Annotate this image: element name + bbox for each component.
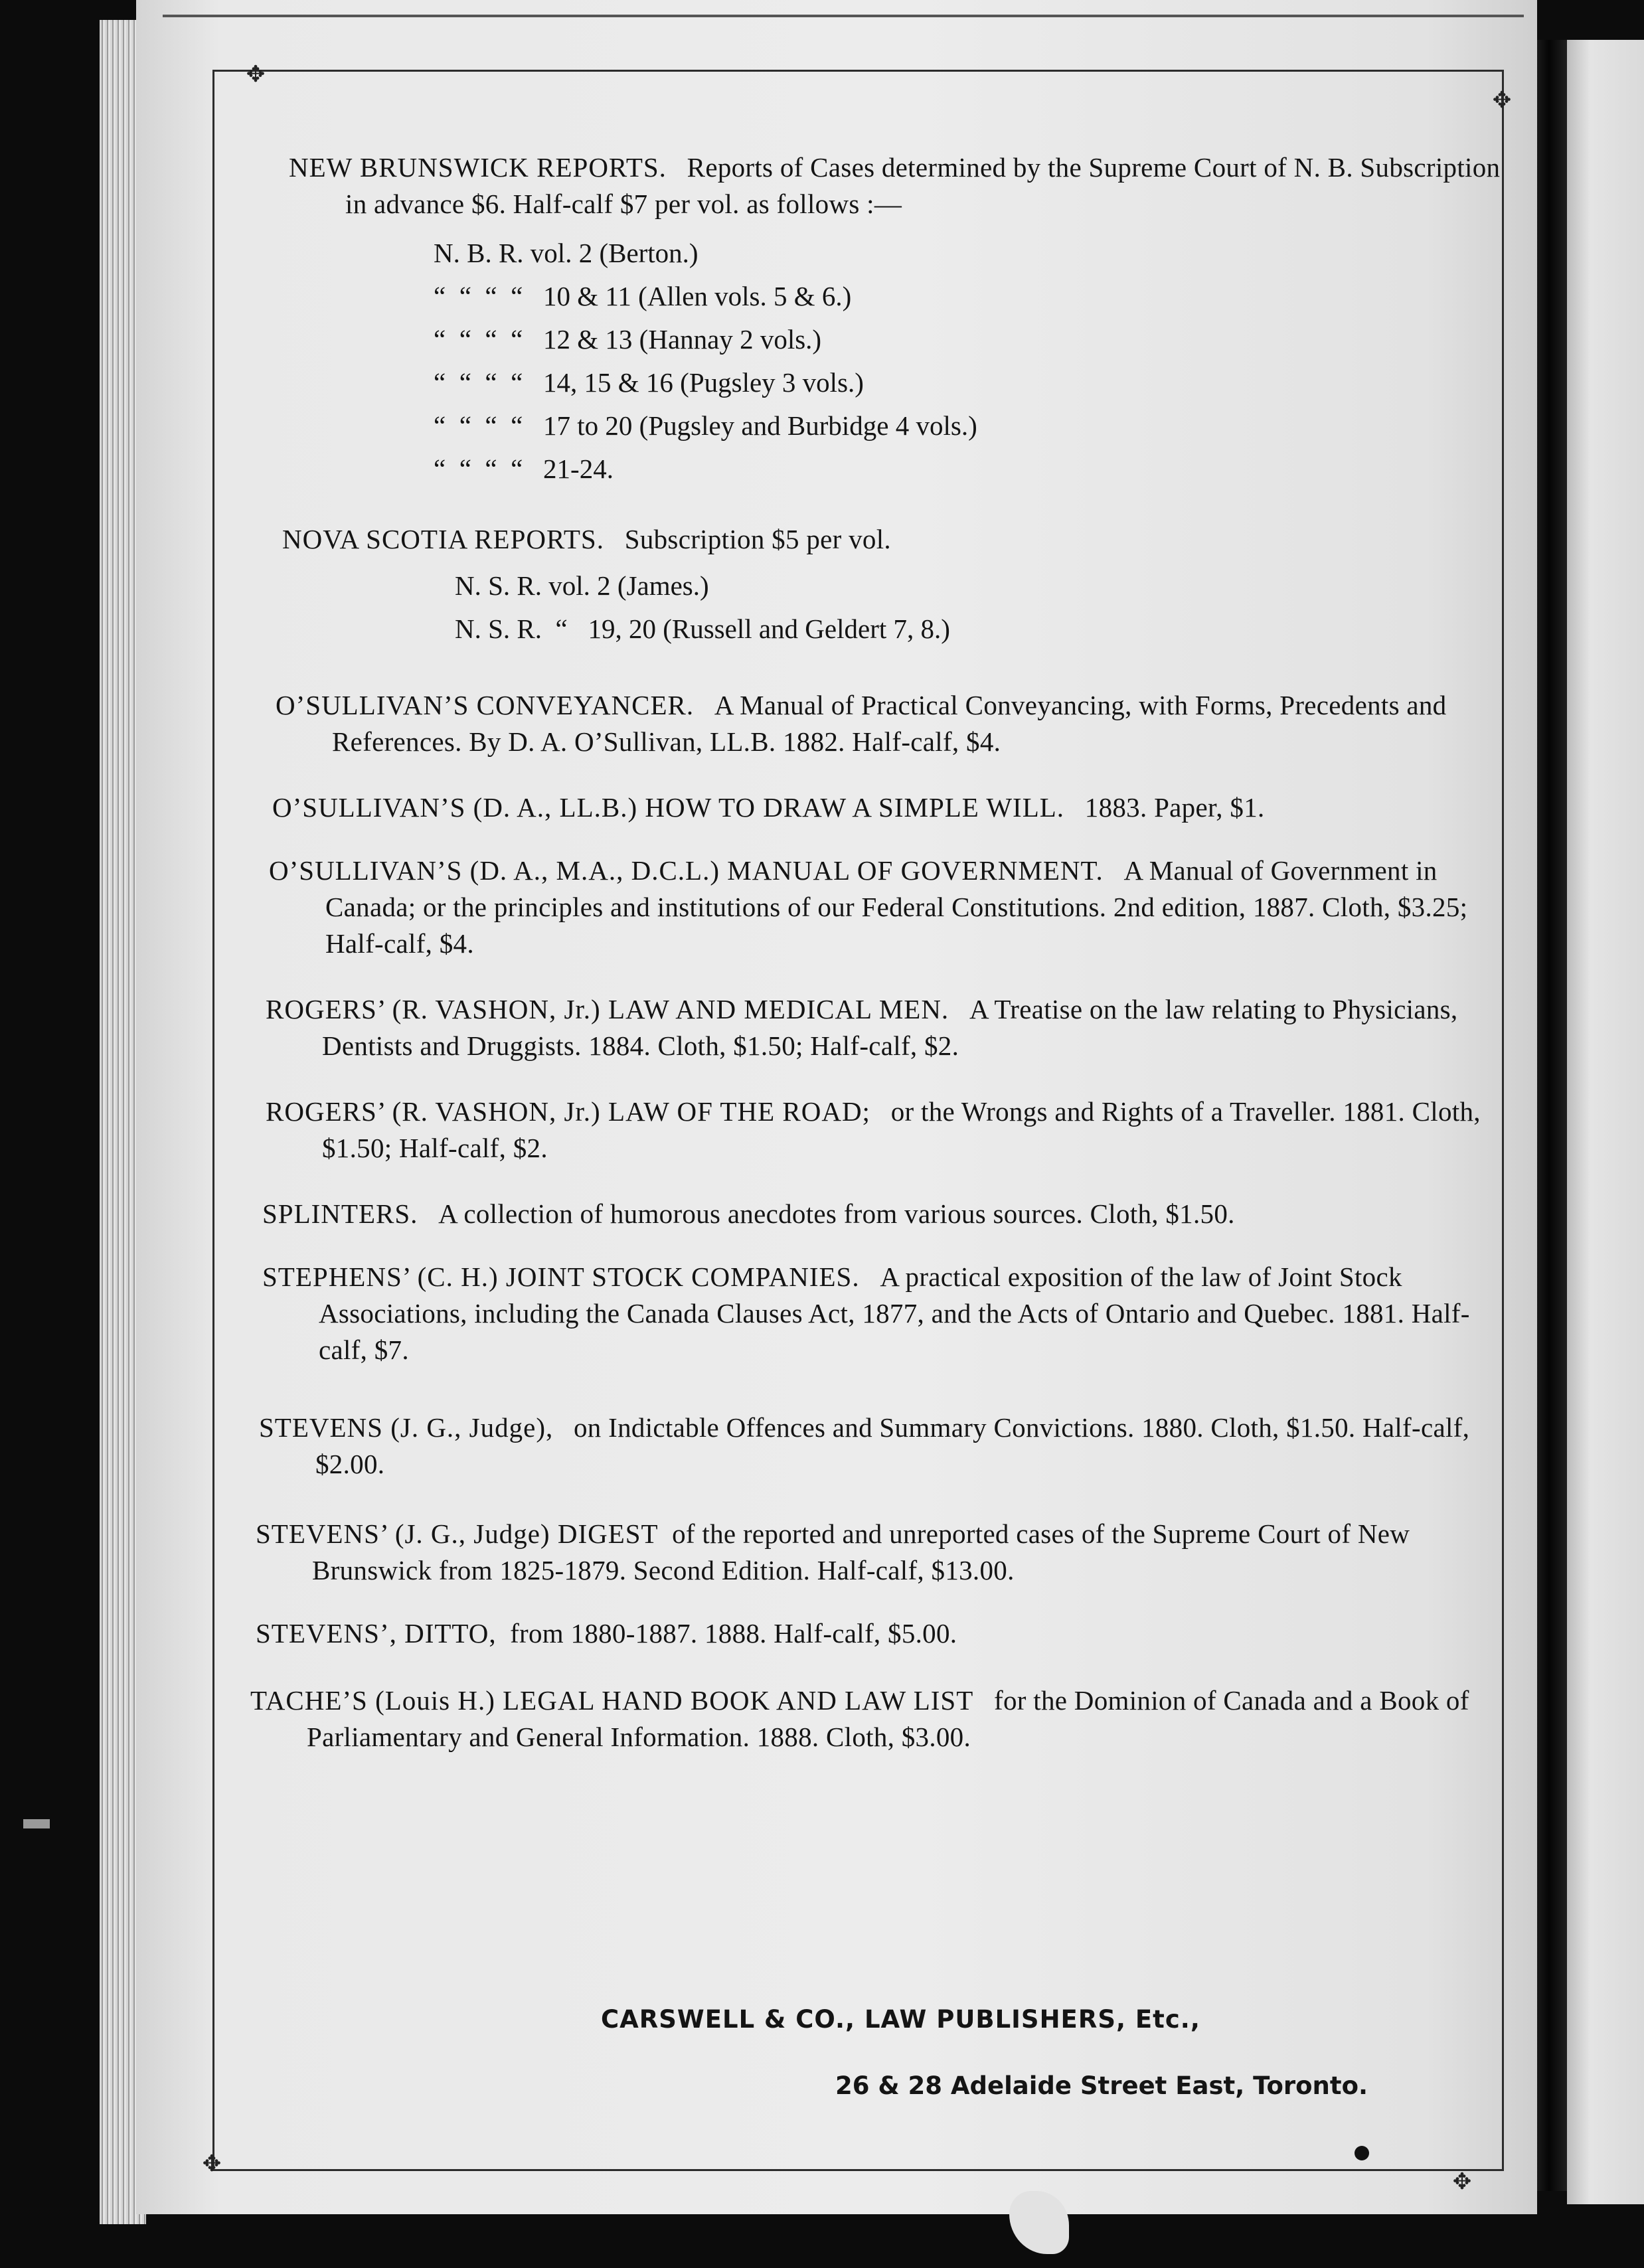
entry-description: 1883. Paper, $1. xyxy=(1084,792,1265,823)
entry-title: ROGERS’ (R. VASHON, Jr.) LAW OF THE ROAD; xyxy=(266,1096,870,1127)
catalog-entry xyxy=(256,1615,1514,1652)
entry-title: O’SULLIVAN’S CONVEYANCER. xyxy=(276,690,695,720)
entry-description: A Treatise on the law relating to Physicians, Dentists and Druggists. 1884. Cloth, $1.50; Half-calf, $2. xyxy=(322,994,1458,1061)
catalog-entry xyxy=(282,521,1511,558)
entry-description: Subscription $5 per vol. xyxy=(624,524,891,554)
catalog-entry xyxy=(272,789,1514,826)
entry-title: O’SULLIVAN’S (D. A., LL.B.) HOW TO DRAW A SIMPLE WILL. xyxy=(272,792,1065,823)
catalog-entry xyxy=(262,1259,1514,1368)
publisher-name: CARSWELL & CO., LAW PUBLISHERS, Etc., xyxy=(601,2005,1200,2034)
entry-description: A Manual of Government in Canada; or the principles and institutions of our Federal Constitutions. 2nd edition, 1887. Cloth, $3.25; Half-calf, $4. xyxy=(325,855,1468,959)
volume-item: “ “ “ “ 14, 15 & 16 (Pugsley 3 vols.) xyxy=(434,367,864,398)
entry-title: STEVENS’, DITTO, xyxy=(256,1618,497,1649)
entry-description: A collection of humorous anecdotes from various sources. Cloth, $1.50. xyxy=(438,1198,1235,1229)
catalog-entry xyxy=(266,1094,1514,1167)
entry-title: NOVA SCOTIA REPORTS. xyxy=(282,524,604,554)
corner-ornament-icon: ✥ xyxy=(1452,2170,1472,2194)
entry-title: STEPHENS’ (C. H.) JOINT STOCK COMPANIES. xyxy=(262,1261,860,1292)
volume-item: “ “ “ “ 17 to 20 (Pugsley and Burbidge 4 vols.) xyxy=(434,410,977,441)
entry-title: SPLINTERS. xyxy=(262,1198,418,1229)
volume-item: “ “ “ “ 12 & 13 (Hannay 2 vols.) xyxy=(434,324,822,355)
corner-ornament-icon: ✥ xyxy=(202,2152,222,2176)
margin-mark xyxy=(23,1819,50,1828)
entry-title: NEW BRUNSWICK REPORTS. xyxy=(289,152,667,183)
entry-title: STEVENS (J. G., Judge), xyxy=(259,1412,554,1443)
catalog-entry xyxy=(262,1196,1514,1232)
top-rule xyxy=(163,15,1524,17)
entry-description: A practical exposition of the law of Joint Stock Associations, including the Canada Clauses Act, 1877, and the Acts of Ontario and Quebec. 1881. Half-calf, $7. xyxy=(319,1261,1470,1365)
book-spine xyxy=(1537,40,1567,2191)
volume-item: “ “ “ “ 21-24. xyxy=(434,453,614,484)
catalog-entry xyxy=(259,1410,1514,1483)
ink-spot xyxy=(1355,2146,1369,2160)
volume-item: “ “ “ “ 10 & 11 (Allen vols. 5 & 6.) xyxy=(434,281,852,311)
entry-title: STEVENS’ (J. G., Judge) DIGEST xyxy=(256,1518,659,1549)
entry-description: A Manual of Practical Conveyancing, with Forms, Precedents and References. By D. A. O’Sullivan, LL.B. 1882. Half-calf, $4. xyxy=(332,690,1447,757)
catalog-entry xyxy=(269,852,1514,962)
entry-description: or the Wrongs and Rights of a Traveller. 1881. Cloth, $1.50; Half-calf, $2. xyxy=(322,1096,1481,1163)
adjacent-page xyxy=(1567,40,1644,2204)
catalog-entry xyxy=(250,1682,1514,1755)
entry-title: O’SULLIVAN’S (D. A., M.A., D.C.L.) MANUAL OF GOVERNMENT. xyxy=(269,855,1104,886)
catalog-entry xyxy=(276,687,1514,760)
corner-ornament-icon: ✥ xyxy=(1492,88,1512,113)
catalog-entry xyxy=(266,991,1514,1064)
volume-list xyxy=(434,232,1471,491)
volume-item: N. S. R. “ 19, 20 (Russell and Geldert 7, 8.) xyxy=(455,613,950,644)
entry-description: for the Dominion of Canada and a Book of Parliamentary and General Information. 1888. Cloth, $3.00. xyxy=(307,1685,1469,1752)
volume-list xyxy=(455,564,1471,651)
volume-item: N. B. R. vol. 2 (Berton.) xyxy=(434,238,699,268)
corner-ornament-icon: ✥ xyxy=(246,62,266,87)
entry-title: TACHE’S (Louis H.) LEGAL HAND BOOK AND LAW LIST xyxy=(250,1685,974,1716)
entry-description: on Indictable Offences and Summary Convictions. 1880. Cloth, $1.50. Half-calf, $2.00. xyxy=(315,1412,1470,1479)
catalog-content xyxy=(250,149,1501,1755)
entry-description: of the reported and unreported cases of the Supreme Court of New Brunswick from 1825-1879. Second Edition. Half-calf, $13.00. xyxy=(312,1518,1410,1585)
entry-description: from 1880-1887. 1888. Half-calf, $5.00. xyxy=(510,1618,957,1649)
entry-description: Reports of Cases determined by the Supreme Court of N. B. Subscription in advance $6. Half-calf $7 per vol. as follows :— xyxy=(345,152,1501,219)
catalog-entry xyxy=(289,149,1517,222)
catalog-entry xyxy=(256,1516,1514,1589)
entry-title: ROGERS’ (R. VASHON, Jr.) LAW AND MEDICAL MEN. xyxy=(266,994,949,1024)
volume-item: N. S. R. vol. 2 (James.) xyxy=(455,570,709,601)
publisher-address: 26 & 28 Adelaide Street East, Toronto. xyxy=(835,2071,1368,2100)
